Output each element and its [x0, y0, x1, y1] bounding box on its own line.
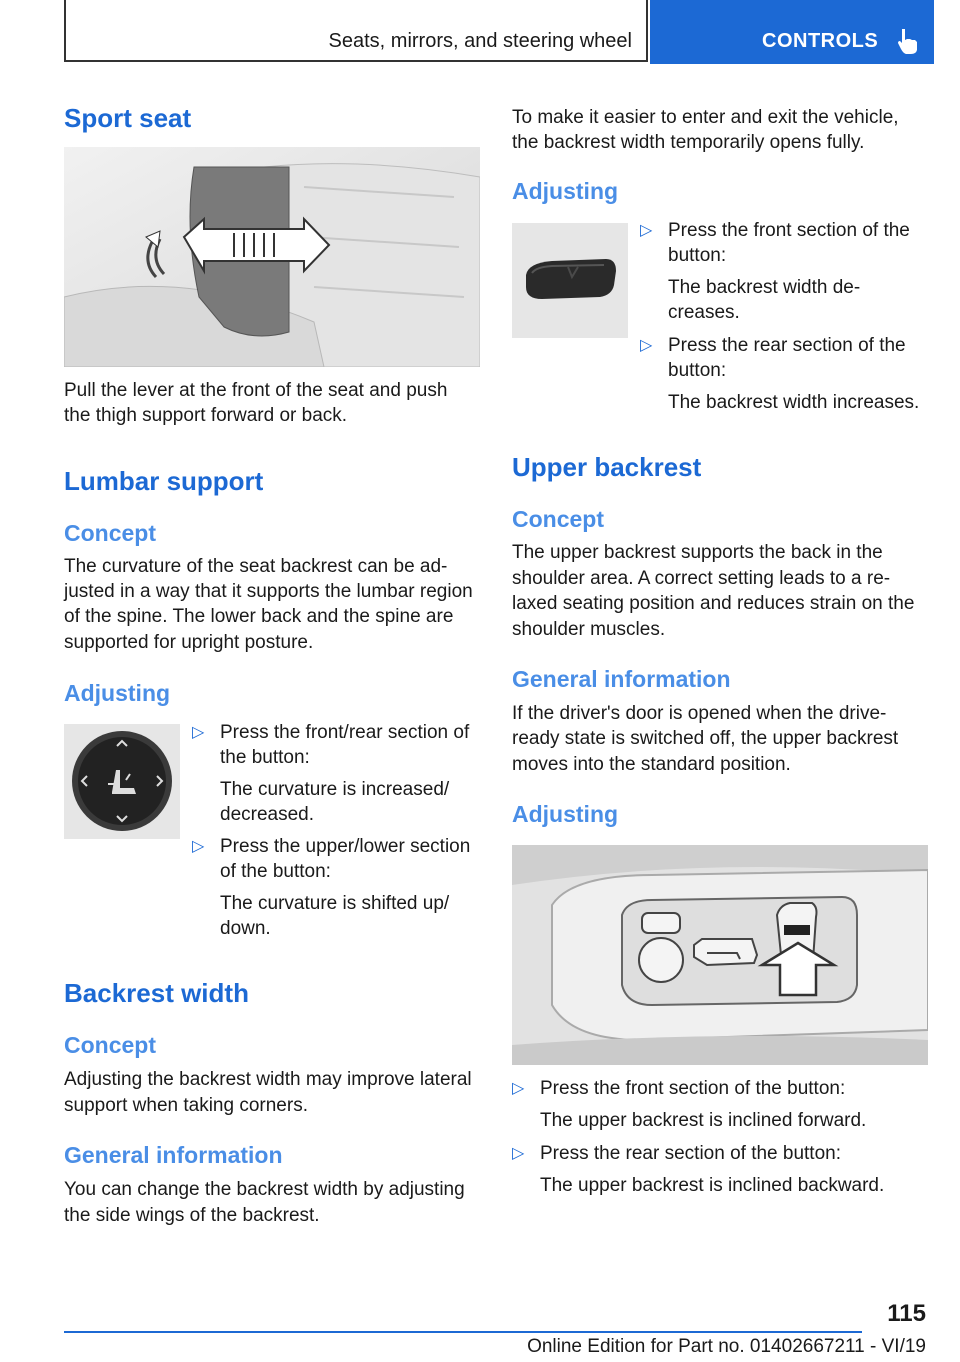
width-general-line-1: You can change the backrest width by adjusting	[64, 1179, 465, 1200]
page-number: 115	[887, 1300, 926, 1327]
lumbar-bullet-2-line-1: Press the upper/lower section	[220, 836, 471, 857]
upper-bullet-1-result: The upper backrest is inclined forward.	[540, 1110, 867, 1131]
lumbar-bullet-2-line-2: of the button:	[220, 861, 331, 882]
upper-general-line-3: moves into the standard position.	[512, 754, 791, 775]
sport-seat-heading: Sport seat	[64, 103, 192, 133]
page-header	[64, 0, 934, 64]
lumbar-concept-line-3: of the spine. The lower back and the spine are	[64, 606, 454, 627]
bullet-triangle-icon: ▷	[192, 838, 205, 855]
width-button-illustration	[512, 223, 628, 338]
width-concept-line-2: support when taking corners.	[64, 1095, 308, 1116]
upper-concept-line-2: shoulder area. A correct setting leads to a re‐	[512, 568, 891, 589]
upper-general-line-2: ready state is switched off, the upper backrest	[512, 728, 899, 749]
width-bullet-2-result-1: The backrest width increases.	[668, 392, 920, 413]
width-bullet-1	[640, 218, 928, 328]
width-button-image	[512, 223, 628, 338]
lumbar-support-heading: Lumbar support	[64, 466, 264, 496]
upper-bullet-1-line: Press the front section of the button:	[540, 1078, 846, 1099]
width-intro-line-1: To make it easier to enter and exit the vehicle,	[512, 107, 899, 128]
upper-concept-line-4: shoulder muscles.	[512, 619, 666, 640]
edition-note: Online Edition for Part no. 01402667211 - VI/19	[527, 1336, 926, 1357]
bullet-triangle-icon: ▷	[512, 1080, 525, 1097]
sport-seat-caption-line-2: the thigh support forward or back.	[64, 405, 348, 426]
lumbar-bullet-2-result-2: down.	[220, 918, 271, 939]
bullet-triangle-icon: ▷	[192, 724, 205, 741]
lumbar-adjusting-heading: Adjusting	[64, 680, 171, 706]
lumbar-button-image	[64, 724, 180, 839]
lumbar-bullet-1-result-2: decreased.	[220, 804, 315, 825]
width-general-heading: General information	[64, 1142, 283, 1168]
seat-thigh-support-illustration	[64, 147, 480, 367]
footer-divider	[64, 1331, 862, 1333]
width-concept-heading: Concept	[64, 1032, 156, 1058]
pointing-hand-icon	[894, 26, 924, 56]
upper-bullet-1	[512, 1076, 928, 1136]
lumbar-bullet-1-line-1: Press the front/rear section of	[220, 722, 470, 743]
lumbar-concept-line-4: supported for upright posture.	[64, 632, 314, 653]
width-general-line-2: the side wings of the backrest.	[64, 1205, 320, 1226]
section-title: Seats, mirrors, and steering wheel	[328, 30, 632, 52]
lumbar-concept-heading: Concept	[64, 520, 156, 546]
upper-bullet-2	[512, 1141, 928, 1201]
chapter-tab	[650, 0, 934, 64]
width-concept-line-1: Adjusting the backrest width may improve lateral	[64, 1069, 472, 1090]
upper-backrest-switch-image	[512, 845, 928, 1065]
upper-bullet-2-line: Press the rear section of the button:	[540, 1143, 842, 1164]
sport-seat-image	[64, 147, 480, 367]
upper-concept-line-3: laxed seating position and reduces strain on the	[512, 593, 915, 614]
lumbar-button-illustration	[64, 724, 180, 839]
lumbar-bullet-2-result-1: The curvature is shifted up/	[220, 893, 450, 914]
upper-concept-line-1: The upper backrest supports the back in the	[512, 542, 883, 563]
bullet-triangle-icon: ▷	[512, 1145, 525, 1162]
lumbar-bullet-1	[192, 720, 480, 830]
upper-adjusting-heading: Adjusting	[512, 801, 619, 827]
width-bullet-2-line-2: button:	[668, 360, 727, 381]
lumbar-bullet-1-line-2: the button:	[220, 747, 310, 768]
upper-general-line-1: If the driver's door is opened when the drive-	[512, 703, 887, 724]
width-bullet-1-line-1: Press the front section of the	[668, 220, 910, 241]
chapter-title: CONTROLS	[762, 30, 879, 52]
width-adjusting-heading: Adjusting	[512, 178, 619, 204]
section-tab	[64, 0, 648, 62]
upper-backrest-heading: Upper backrest	[512, 452, 702, 482]
sport-seat-caption-line-1: Pull the lever at the front of the seat and push	[64, 380, 448, 401]
lumbar-concept-line-1: The curvature of the seat backrest can be ad‐	[64, 556, 448, 577]
upper-general-heading: General information	[512, 666, 731, 692]
width-bullet-1-line-2: button:	[668, 245, 727, 266]
lumbar-bullet-2	[192, 834, 480, 944]
width-bullet-1-result-1: The backrest width de‐	[668, 277, 861, 298]
upper-bullet-2-result: The upper backrest is inclined backward.	[540, 1175, 885, 1196]
lumbar-bullet-1-result-1: The curvature is increased/	[220, 779, 450, 800]
width-bullet-2	[640, 333, 928, 418]
lumbar-concept-line-2: justed in a way that it supports the lumbar region	[64, 581, 473, 602]
upper-concept-heading: Concept	[512, 506, 604, 532]
bullet-triangle-icon: ▷	[640, 337, 653, 354]
width-bullet-1-result-2: creases.	[668, 302, 740, 323]
width-intro-line-2: the backrest width temporarily opens fully.	[512, 132, 865, 153]
bullet-triangle-icon: ▷	[640, 222, 653, 239]
backrest-width-heading: Backrest width	[64, 978, 249, 1008]
seat-switch-panel-illustration	[512, 845, 928, 1065]
width-bullet-2-line-1: Press the rear section of the	[668, 335, 906, 356]
